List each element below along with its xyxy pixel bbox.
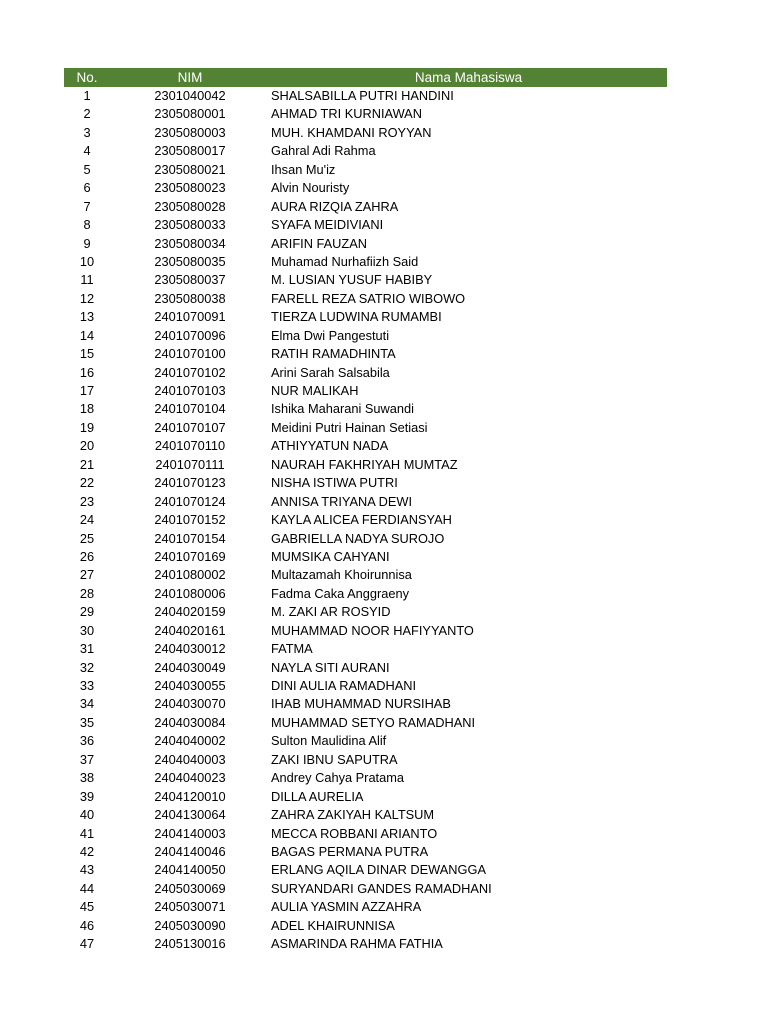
cell-no: 11 xyxy=(80,272,94,288)
cell-no: 46 xyxy=(79,917,95,933)
table-row xyxy=(64,640,667,658)
cell-no: 37 xyxy=(79,751,95,767)
table-row xyxy=(64,898,667,916)
cell-nim: 2401070103 xyxy=(154,383,226,398)
cell-nama: M. LUSIAN YUSUF HABIBY xyxy=(271,272,433,288)
table-row xyxy=(64,695,667,713)
cell-nim: 2401070111 xyxy=(155,456,225,472)
cell-nama: RATIH RAMADHINTA xyxy=(271,346,396,362)
cell-nim: 2405030071 xyxy=(154,899,226,915)
cell-nim: 2404120010 xyxy=(154,788,226,804)
cell-nama: ZAHRA ZAKIYAH KALTSUM xyxy=(271,807,435,823)
cell-nama: ZAKI IBNU SAPUTRA xyxy=(271,751,398,767)
cell-nim: 2404030012 xyxy=(154,641,226,657)
cell-nim: 2301040042 xyxy=(154,88,226,103)
cell-nama: Gahral Adi Rahma xyxy=(271,143,376,159)
cell-nim: 2404040023 xyxy=(154,770,226,786)
table-row xyxy=(64,622,667,640)
cell-nama: MUH. KHAMDANI ROYYAN xyxy=(271,124,432,140)
header-nim: NIM xyxy=(177,70,203,85)
table-row xyxy=(64,566,667,584)
cell-no: 8 xyxy=(83,217,91,233)
table-row xyxy=(64,400,667,418)
cell-no: 4 xyxy=(83,143,91,159)
cell-no: 34 xyxy=(79,696,95,712)
cell-nama: NUR MALIKAH xyxy=(271,383,359,398)
cell-nim: 2404030049 xyxy=(154,659,226,675)
cell-nama: Ishika Maharani Suwandi xyxy=(271,401,414,417)
cell-nama: Sulton Maulidina Alif xyxy=(271,733,387,749)
cell-nim: 2404040002 xyxy=(154,733,226,749)
cell-nim: 2401070110 xyxy=(154,438,226,454)
cell-nim: 2404140046 xyxy=(154,843,226,859)
cell-no: 35 xyxy=(79,714,95,730)
cell-nama: BAGAS PERMANA PUTRA xyxy=(271,843,429,859)
cell-no: 16 xyxy=(79,364,95,380)
table-row xyxy=(64,105,667,123)
table-row xyxy=(64,769,667,787)
table-row xyxy=(64,677,667,695)
cell-nim: 2401070107 xyxy=(154,419,226,435)
cell-nim: 2305080001 xyxy=(154,106,226,122)
cell-no: 15 xyxy=(79,346,95,362)
cell-no: 14 xyxy=(79,327,95,343)
table-row xyxy=(64,751,667,769)
cell-nim: 2305080023 xyxy=(154,180,226,196)
cell-no: 30 xyxy=(79,622,95,638)
cell-no: 24 xyxy=(79,512,95,528)
cell-nim: 2401070104 xyxy=(154,401,226,417)
cell-no: 6 xyxy=(83,180,91,196)
table-row xyxy=(64,714,667,732)
cell-nama: SHALSABILLA PUTRI HANDINI xyxy=(271,88,454,103)
table-row xyxy=(64,659,667,677)
cell-nama: MUMSIKA CAHYANI xyxy=(271,548,390,564)
cell-no: 2 xyxy=(83,106,91,122)
cell-nama: ADEL KHAIRUNNISA xyxy=(271,917,395,933)
cell-nim: 2404130064 xyxy=(154,807,226,823)
table-row xyxy=(64,419,667,437)
cell-nim: 2401070154 xyxy=(154,530,226,546)
cell-nama: KAYLA ALICEA FERDIANSYAH xyxy=(271,512,452,528)
cell-nim: 2305080034 xyxy=(154,235,226,251)
cell-no: 19 xyxy=(79,419,95,435)
cell-no: 33 xyxy=(79,678,95,693)
cell-nim: 2401080002 xyxy=(154,567,226,583)
cell-nim: 2401070091 xyxy=(154,309,226,325)
cell-nama: NAURAH FAKHRIYAH MUMTAZ xyxy=(271,456,458,472)
cell-nama: Meidini Putri Hainan Setiasi xyxy=(271,419,428,435)
table-row xyxy=(64,474,667,492)
cell-no: 28 xyxy=(79,585,95,601)
table-row xyxy=(64,364,667,382)
cell-no: 31 xyxy=(79,641,95,657)
cell-nim: 2404020161 xyxy=(154,622,226,638)
table-row xyxy=(64,345,667,363)
student-table xyxy=(64,68,667,954)
table-row xyxy=(64,179,667,197)
cell-nama: Fadma Caka Anggraeny xyxy=(271,585,410,601)
table-row xyxy=(64,493,667,511)
cell-nama: Elma Dwi Pangestuti xyxy=(271,327,390,343)
cell-nim: 2305080038 xyxy=(154,290,226,306)
table-row xyxy=(64,880,667,898)
cell-nim: 2401070123 xyxy=(154,475,226,491)
cell-no: 27 xyxy=(79,567,95,583)
cell-no: 5 xyxy=(83,161,91,177)
cell-nama: Ihsan Mu'iz xyxy=(271,161,336,177)
table-row xyxy=(64,825,667,843)
cell-no: 1 xyxy=(83,88,91,103)
cell-no: 29 xyxy=(79,604,95,620)
cell-nim: 2305080028 xyxy=(154,198,226,214)
table-row xyxy=(64,806,667,824)
cell-nama: NAYLA SITI AURANI xyxy=(271,659,390,675)
cell-no: 25 xyxy=(79,530,95,546)
cell-nama: ANNISA TRIYANA DEWI xyxy=(271,493,413,509)
cell-nama: DILLA AURELIA xyxy=(271,788,364,804)
cell-nim: 2305080021 xyxy=(154,161,226,177)
cell-no: 38 xyxy=(79,770,95,786)
cell-nama: SYAFA MEIDIVIANI xyxy=(271,217,384,233)
cell-no: 47 xyxy=(79,936,95,952)
table-body xyxy=(64,87,667,954)
cell-no: 22 xyxy=(79,475,95,491)
header-nama-mahasiswa: Nama Mahasiswa xyxy=(414,70,523,85)
cell-nim: 2401070169 xyxy=(154,548,226,564)
cell-nim: 2305080035 xyxy=(154,253,226,269)
cell-nim: 2405130016 xyxy=(154,936,226,952)
cell-nama: MUHAMMAD NOOR HAFIYYANTO xyxy=(271,622,474,638)
cell-nim: 2305080033 xyxy=(154,217,226,233)
table-row xyxy=(64,861,667,879)
cell-nama: FATMA xyxy=(271,641,313,657)
cell-nama: Alvin Nouristy xyxy=(271,180,350,196)
cell-no: 41 xyxy=(79,825,95,841)
cell-nim: 2305080017 xyxy=(154,143,226,159)
cell-nim: 2305080037 xyxy=(154,272,226,288)
table-row xyxy=(64,732,667,750)
cell-no: 43 xyxy=(79,862,95,878)
cell-nim: 2405030090 xyxy=(154,917,226,933)
cell-no: 13 xyxy=(79,309,95,325)
cell-nama: MECCA ROBBANI ARIANTO xyxy=(271,825,438,841)
table-row xyxy=(64,142,667,160)
table-row xyxy=(64,216,667,234)
table-row xyxy=(64,456,667,474)
cell-nama: GABRIELLA NADYA SUROJO xyxy=(271,530,445,546)
table-row xyxy=(64,585,667,603)
table-row xyxy=(64,843,667,861)
cell-no: 36 xyxy=(79,733,95,749)
cell-nim: 2404030070 xyxy=(154,696,226,712)
table-row xyxy=(64,253,667,271)
cell-nama: ATHIYYATUN NADA xyxy=(271,438,389,454)
table-row xyxy=(64,511,667,529)
cell-no: 39 xyxy=(79,788,95,804)
table-row xyxy=(64,382,667,400)
table-row xyxy=(64,437,667,455)
table-row xyxy=(64,603,667,621)
cell-nama: TIERZA LUDWINA RUMAMBI xyxy=(271,309,442,325)
table-row xyxy=(64,124,667,142)
cell-no: 10 xyxy=(79,253,95,269)
table-row xyxy=(64,327,667,345)
cell-nim: 2404140050 xyxy=(154,862,226,878)
cell-nim: 2401070096 xyxy=(154,327,226,343)
table-row xyxy=(64,161,667,179)
cell-nama: ASMARINDA RAHMA FATHIA xyxy=(271,936,443,952)
table-row xyxy=(64,935,667,953)
table-row xyxy=(64,788,667,806)
cell-no: 12 xyxy=(79,290,95,306)
cell-nama: MUHAMMAD SETYO RAMADHANI xyxy=(271,714,476,730)
cell-no: 9 xyxy=(83,235,91,251)
cell-nama: AHMAD TRI KURNIAWAN xyxy=(271,106,422,122)
table-row xyxy=(64,308,667,326)
cell-nim: 2305080003 xyxy=(154,124,226,140)
cell-no: 18 xyxy=(79,401,95,417)
cell-nim: 2404030055 xyxy=(154,678,226,693)
table-header xyxy=(64,68,667,87)
cell-nama: AURA RIZQIA ZAHRA xyxy=(271,198,399,214)
cell-no: 7 xyxy=(83,198,91,214)
table-row xyxy=(64,198,667,216)
cell-nama: NISHA ISTIWA PUTRI xyxy=(271,475,398,491)
cell-nama: FARELL REZA SATRIO WIBOWO xyxy=(271,290,466,306)
cell-nama: Multazamah Khoirunnisa xyxy=(271,567,412,583)
cell-no: 40 xyxy=(79,807,95,823)
table-row xyxy=(64,87,667,105)
cell-nim: 2401080006 xyxy=(154,585,226,601)
cell-nama: Arini Sarah Salsabila xyxy=(271,364,390,380)
cell-nama: AULIA YASMIN AZZAHRA xyxy=(271,899,422,915)
cell-nim: 2404020159 xyxy=(154,604,226,620)
cell-no: 42 xyxy=(79,843,95,859)
cell-nim: 2405030069 xyxy=(154,880,226,896)
cell-no: 45 xyxy=(79,899,95,915)
cell-no: 44 xyxy=(79,880,95,896)
table-row xyxy=(64,235,667,253)
table-row xyxy=(64,271,667,289)
cell-nama: SURYANDARI GANDES RAMADHANI xyxy=(271,880,492,896)
cell-nama: Muhamad Nurhafiizh Said xyxy=(271,253,419,269)
cell-no: 26 xyxy=(79,548,95,564)
cell-nim: 2401070152 xyxy=(154,512,226,528)
cell-nim: 2401070124 xyxy=(154,493,226,509)
cell-nim: 2404030084 xyxy=(154,714,226,730)
cell-nama: ERLANG AQILA DINAR DEWANGGA xyxy=(271,862,486,878)
table-row xyxy=(64,917,667,935)
cell-no: 3 xyxy=(83,124,91,140)
cell-nama: ARIFIN FAUZAN xyxy=(271,235,367,251)
cell-nim: 2404140003 xyxy=(154,825,226,841)
cell-no: 32 xyxy=(79,659,95,675)
cell-no: 21 xyxy=(79,456,95,472)
cell-no: 17 xyxy=(79,383,95,398)
cell-nama: DINI AULIA RAMADHANI xyxy=(271,678,417,693)
header-no: No. xyxy=(76,70,98,85)
table-row xyxy=(64,290,667,308)
cell-nim: 2401070100 xyxy=(154,346,226,362)
cell-no: 23 xyxy=(79,493,95,509)
cell-nim: 2401070102 xyxy=(154,364,226,380)
cell-nim: 2404040003 xyxy=(154,751,226,767)
cell-nama: M. ZAKI AR ROSYID xyxy=(271,604,391,620)
table-row xyxy=(64,548,667,566)
cell-no: 20 xyxy=(79,438,95,454)
cell-nama: IHAB MUHAMMAD NURSIHAB xyxy=(271,696,451,712)
cell-nama: Andrey Cahya Pratama xyxy=(271,770,405,786)
table-row xyxy=(64,530,667,548)
